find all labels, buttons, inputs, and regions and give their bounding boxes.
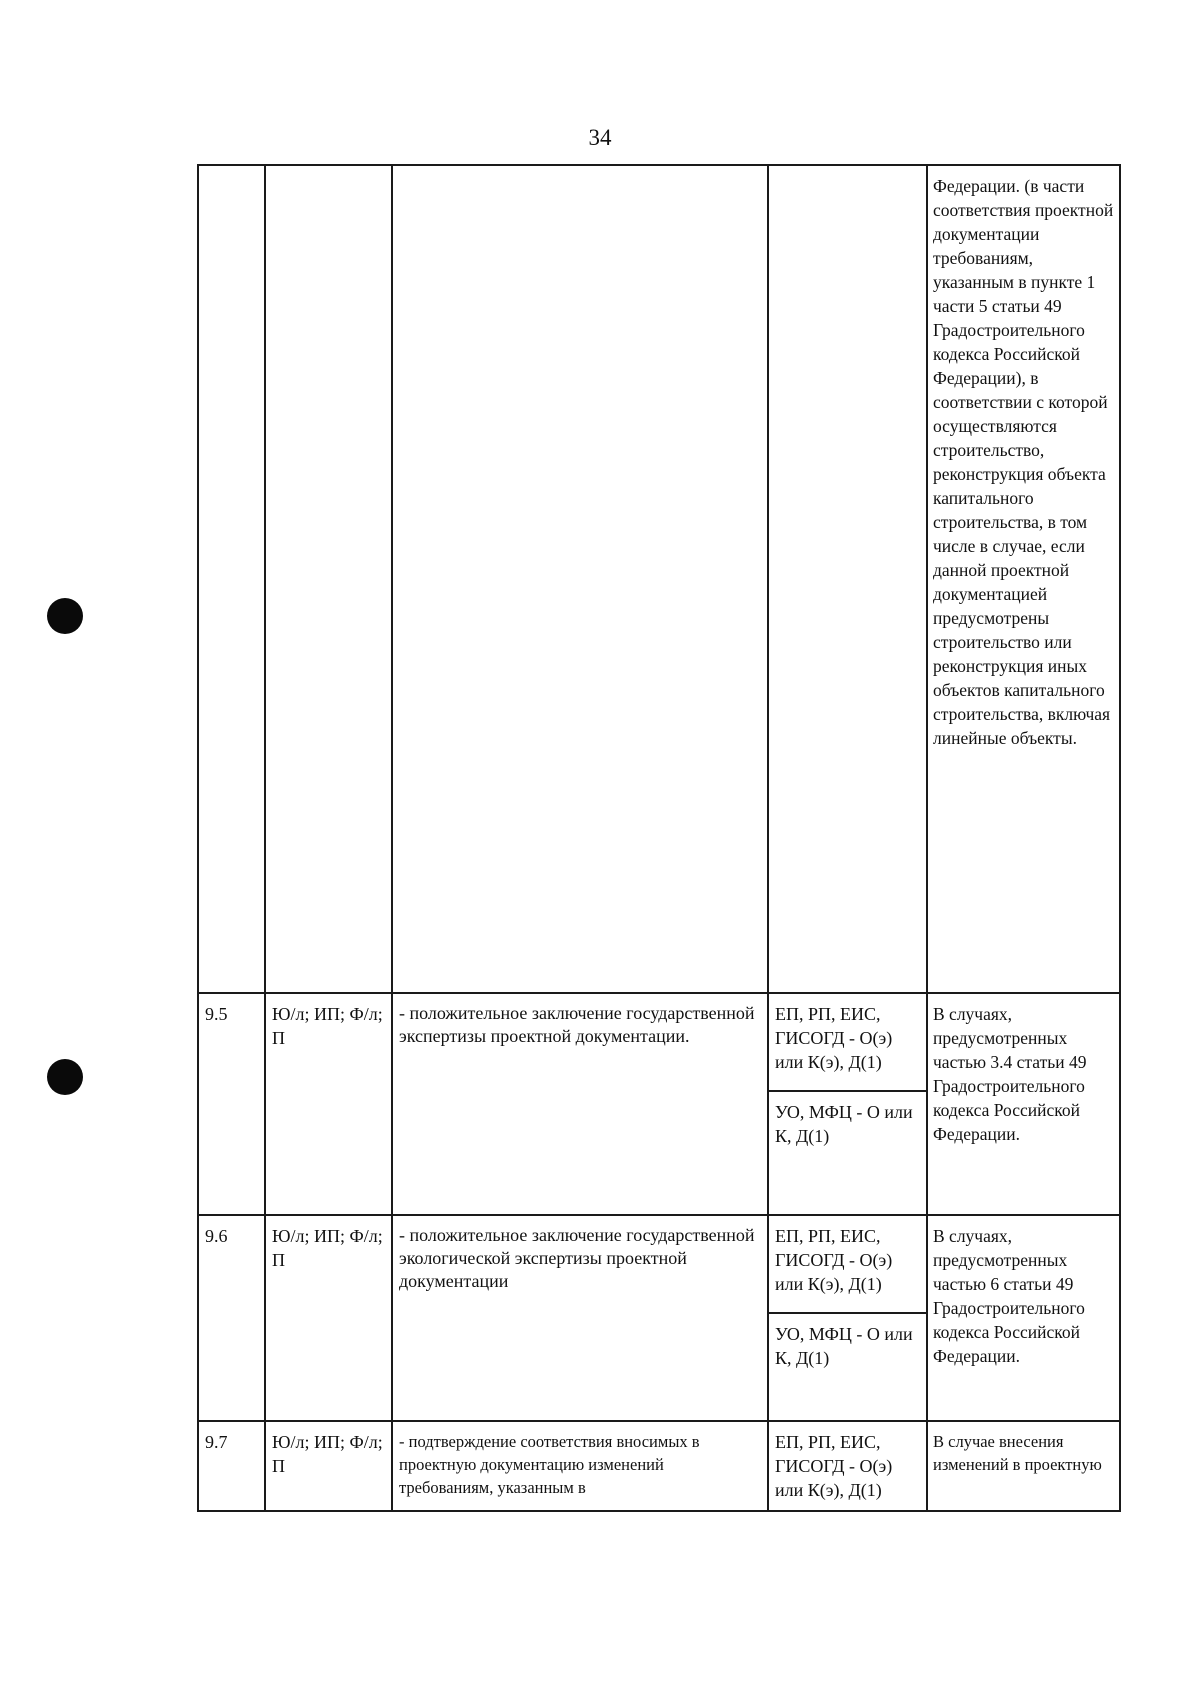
punch-hole <box>47 1059 83 1095</box>
cell-channel-inperson: УО, МФЦ - О или К, Д(1) <box>768 1091 927 1215</box>
cell-channel-electronic: ЕП, РП, ЕИС, ГИСОГД - О(э) или К(э), Д(1) <box>768 1421 927 1511</box>
cell-description: - положительное заключение государственной экспертизы проектной документации. <box>392 993 768 1215</box>
requirements-table <box>197 164 1121 1512</box>
cell-description <box>392 165 768 993</box>
table-row-continuation <box>198 165 1120 993</box>
cell-applicant: Ю/л; ИП; Ф/л; П <box>265 1215 392 1421</box>
table-row <box>198 993 1120 1091</box>
cell-description: - подтверждение соответствия вносимых в проектную документацию изменений требованиям, указанным в <box>392 1421 768 1511</box>
cell-channel <box>768 165 927 993</box>
cell-channel-inperson: УО, МФЦ - О или К, Д(1) <box>768 1313 927 1421</box>
table-row <box>198 1215 1120 1313</box>
punch-hole <box>47 598 83 634</box>
cell-condition: В случаях, предусмотренных частью 6 статьи 49 Градостроительного кодекса Российской Федерации. <box>927 1215 1120 1421</box>
cell-condition: В случае внесения изменений в проектную <box>927 1421 1120 1511</box>
cell-condition: Федерации. (в части соответствия проектной документации требованиям, указанным в пункте 1 части 5 статьи 49 Градостроительного кодекса Российской Федерации), в соответствии с которой осуществляются строительство, реконструкция объекта капитального строительства, в том числе в случае, если данной проектной документацией предусмотрены строительство или реконструкция иных объектов капитального строительства, включая линейные объекты. <box>927 165 1120 993</box>
cell-applicant <box>265 165 392 993</box>
page-number: 34 <box>588 125 612 150</box>
cell-channel-electronic: ЕП, РП, ЕИС, ГИСОГД - О(э) или К(э), Д(1) <box>768 1215 927 1313</box>
table-row <box>198 1421 1120 1511</box>
cell-condition: В случаях, предусмотренных частью 3.4 статьи 49 Градостроительного кодекса Российской Федерации. <box>927 993 1120 1215</box>
cell-number: 9.7 <box>198 1421 265 1511</box>
cell-number: 9.6 <box>198 1215 265 1421</box>
cell-applicant: Ю/л; ИП; Ф/л; П <box>265 993 392 1215</box>
cell-description: - положительное заключение государственной экологической экспертизы проектной документации <box>392 1215 768 1421</box>
cell-number: 9.5 <box>198 993 265 1215</box>
cell-number <box>198 165 265 993</box>
cell-channel-electronic: ЕП, РП, ЕИС, ГИСОГД - О(э) или К(э), Д(1) <box>768 993 927 1091</box>
cell-applicant: Ю/л; ИП; Ф/л; П <box>265 1421 392 1511</box>
